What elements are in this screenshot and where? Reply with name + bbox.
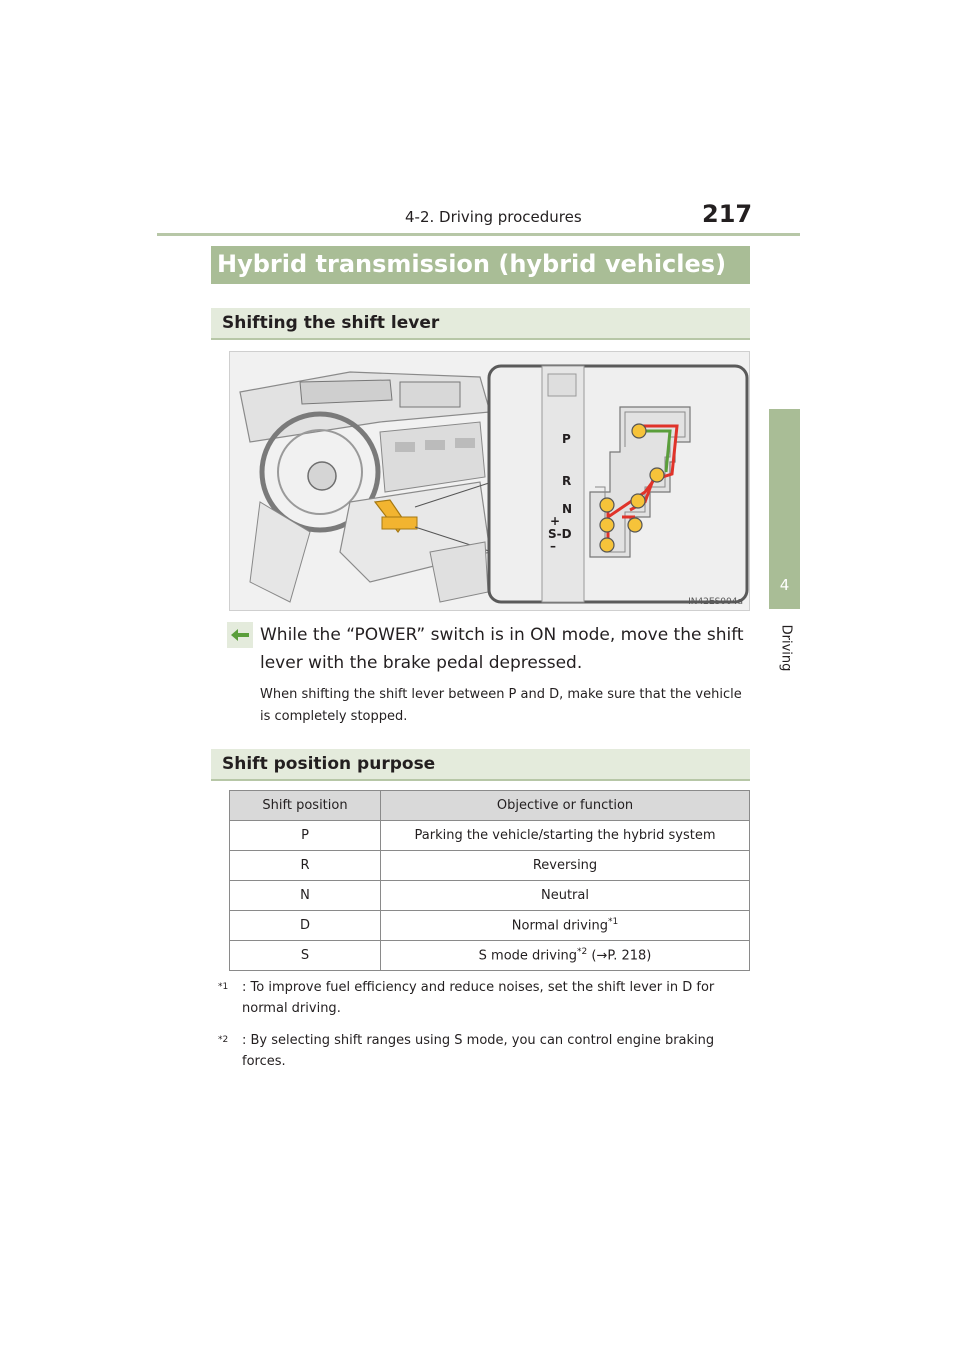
function-cell — [381, 881, 750, 911]
gear-label-r: R — [562, 474, 572, 488]
table-row — [230, 911, 750, 941]
section-heading: Shift position purpose — [222, 754, 436, 774]
function-text: Parking the vehicle/starting the hybrid system — [414, 828, 716, 843]
function-text: Normal driving — [511, 918, 608, 934]
table-row — [230, 941, 750, 971]
gear-label-minus: – — [550, 539, 556, 553]
footnote-ref: *1 — [607, 917, 619, 928]
footnote-marker: *2 — [218, 1035, 229, 1045]
figure-code: IN42ES004a — [688, 597, 743, 607]
column-header: Shift position — [230, 791, 381, 821]
gear-label-sd: S-D — [548, 527, 572, 541]
function-cell — [381, 941, 750, 971]
function-text: S mode driving — [478, 948, 578, 964]
function-text: Reversing — [532, 858, 598, 873]
page-title: Hybrid transmission (hybrid vehicles) — [217, 250, 727, 278]
function-cell — [381, 851, 750, 881]
footnote-marker: *1 — [218, 982, 229, 992]
function-text: Neutral — [541, 888, 589, 903]
section-heading-banner — [211, 749, 750, 781]
step-arrow-icon — [227, 622, 253, 648]
page-title-banner — [211, 246, 750, 284]
chapter-label — [772, 618, 800, 678]
footnote-ref: *2 — [577, 947, 588, 958]
table-row — [230, 851, 750, 881]
page-reference-link[interactable]: (→P. 218) — [587, 948, 652, 964]
running-header-section: 4-2. Driving procedures — [405, 208, 582, 226]
table-header-row — [230, 791, 750, 821]
function-cell — [381, 821, 750, 851]
footnote-2 — [218, 1030, 750, 1072]
function-cell — [381, 911, 750, 941]
section-heading-banner — [211, 308, 750, 340]
gear-label-plus: + — [550, 514, 561, 528]
footnote-text: : To improve fuel efficiency and reduce noises, set the shift lever in D for normal driving. — [242, 980, 715, 1016]
footnote-1 — [218, 977, 750, 1019]
chapter-number: 4 — [779, 576, 790, 594]
shift-position-cell: N — [230, 881, 381, 911]
shift-position-cell: P — [230, 821, 381, 851]
table-row — [230, 821, 750, 851]
instruction-text: While the “POWER” switch is in ON mode, move the shift lever with the brake pedal depressed. — [260, 625, 744, 673]
gear-label-n: N — [562, 502, 573, 516]
table-row — [230, 881, 750, 911]
shift-lever-diagram — [230, 352, 750, 611]
header-divider — [157, 233, 800, 236]
shift-position-table — [229, 790, 750, 971]
shift-position-cell: D — [230, 911, 381, 941]
shift-position-cell: S — [230, 941, 381, 971]
column-header: Objective or function — [381, 791, 750, 821]
gear-label-p: P — [562, 432, 571, 446]
caution-note: When shifting the shift lever between P and D, make sure that the vehicle is completely stopped. — [260, 687, 742, 724]
section-heading: Shifting the shift lever — [222, 313, 440, 333]
shift-position-cell: R — [230, 851, 381, 881]
chapter-label-text: Driving — [778, 624, 794, 672]
footnote-text: : By selecting shift ranges using S mode, you can control engine braking forces. — [242, 1033, 715, 1069]
shift-lever-illustration — [229, 351, 750, 611]
page-number: 217 — [702, 200, 753, 228]
